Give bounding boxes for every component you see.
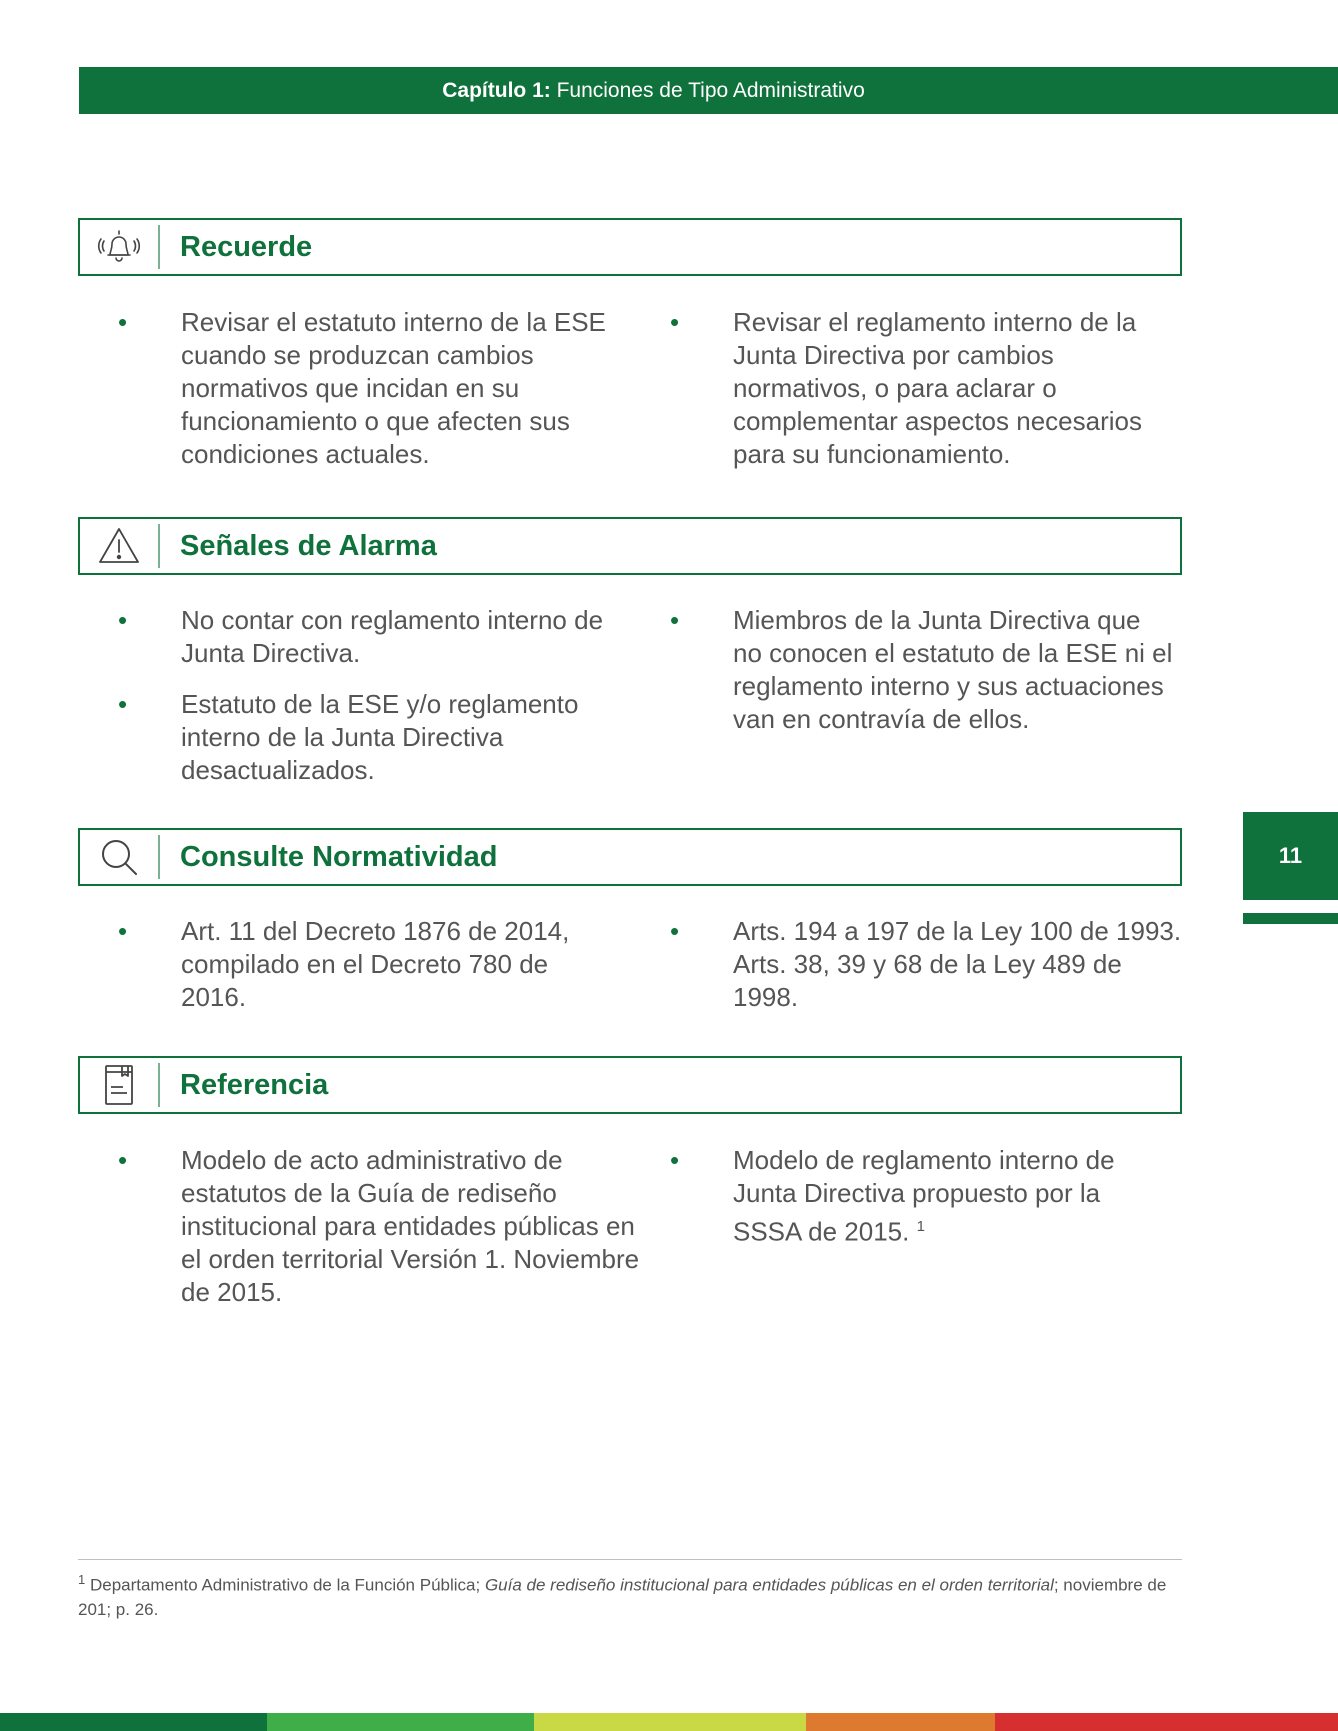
color-strip-segment xyxy=(806,1713,995,1731)
list-item xyxy=(670,604,1173,736)
normatividad-right-column xyxy=(670,915,1188,1032)
bullet: • xyxy=(118,689,128,719)
list-item-text: Miembros de la Junta Directiva que no conocen el estatuto de la ESE ni el reglamento interno y sus actuaciones van en contravía de ellos. xyxy=(733,605,1173,734)
section-title: Consulte Normatividad xyxy=(180,840,498,873)
chapter-header xyxy=(79,67,1338,114)
footnote-divider xyxy=(78,1559,1182,1560)
bullet: • xyxy=(670,916,680,946)
section-title: Señales de Alarma xyxy=(180,529,437,562)
document-icon xyxy=(80,1058,158,1112)
bullet: • xyxy=(118,1145,128,1175)
senales-right-column xyxy=(670,604,1173,754)
list-item xyxy=(670,306,1188,471)
list-item-text: Arts. 194 a 197 de la Ley 100 de 1993. Arts. 38, 39 y 68 de la Ley 489 de 1998. xyxy=(733,916,1182,1012)
list-item-text: Modelo de reglamento interno de Junta Directiva propuesto por la SSSA de 2015. xyxy=(733,1145,1115,1247)
section-divider xyxy=(158,225,160,269)
footnote-marker: 1 xyxy=(78,1572,86,1587)
section-title: Recuerde xyxy=(180,230,313,263)
section-divider xyxy=(158,835,160,879)
section-header-senales-de-alarma xyxy=(78,517,1182,575)
list-item xyxy=(670,915,1188,1014)
list-item-text: Art. 11 del Decreto 1876 de 2014, compilado en el Decreto 780 de 2016. xyxy=(181,916,570,1012)
list-item-text: No contar con reglamento interno de Junta Directiva. xyxy=(181,605,604,668)
warning-icon xyxy=(80,519,158,573)
page-number: 11 xyxy=(1243,812,1338,900)
list-item xyxy=(670,1144,1173,1249)
section-divider xyxy=(158,524,160,568)
search-icon xyxy=(80,830,158,884)
list-item xyxy=(118,688,621,787)
page-tab-accent xyxy=(1243,913,1338,924)
footnote-text-before: Departamento Administrativo de la Función Pública; xyxy=(85,1575,485,1595)
bullet: • xyxy=(670,605,680,635)
footnote xyxy=(78,1568,1188,1622)
color-strip-segment xyxy=(995,1713,1338,1731)
recuerde-right-column xyxy=(670,306,1188,489)
bullet: • xyxy=(670,1145,680,1175)
normatividad-left-column xyxy=(118,915,611,1032)
footnote-reference[interactable]: 1 xyxy=(916,1218,925,1235)
referencia-right-column xyxy=(670,1144,1173,1267)
bullet: • xyxy=(118,916,128,946)
bullet: • xyxy=(118,605,128,635)
section-header-recuerde xyxy=(78,218,1182,276)
chapter-label: Capítulo 1: xyxy=(442,78,551,102)
bell-icon xyxy=(80,220,158,274)
section-header-referencia xyxy=(78,1056,1182,1114)
footnote-text-after: ; noviembre de 201; p. 26. xyxy=(78,1575,1167,1619)
bullet: • xyxy=(118,307,128,337)
footnote-italic-title: Guía de rediseño institucional para entidades públicas en el orden territorial xyxy=(484,1575,1054,1595)
referencia-left-column xyxy=(118,1144,651,1327)
color-strip-segment xyxy=(534,1713,806,1731)
color-strip-segment xyxy=(267,1713,534,1731)
section-divider xyxy=(158,1063,160,1107)
recuerde-left-column xyxy=(118,306,651,489)
chapter-title: Funciones de Tipo Administrativo xyxy=(550,78,865,102)
section-title: Referencia xyxy=(180,1068,329,1101)
list-item-text: Estatuto de la ESE y/o reglamento interno de la Junta Directiva desactualizados. xyxy=(181,689,579,785)
list-item xyxy=(118,604,621,670)
chapter-header-text xyxy=(442,79,865,103)
bullet: • xyxy=(670,307,680,337)
list-item xyxy=(118,1144,651,1309)
color-strip-segment xyxy=(0,1713,267,1731)
section-header-consulte-normatividad xyxy=(78,828,1182,886)
list-item-text: Modelo de acto administrativo de estatutos de la Guía de rediseño institucional para entidades públicas en el orden territorial Versión 1. Noviembre de 2015. xyxy=(181,1145,640,1307)
list-item-text: Revisar el estatuto interno de la ESE cuando se produzcan cambios normativos que incidan en su funcionamiento o que afecten sus condiciones actuales. xyxy=(181,307,606,469)
list-item xyxy=(118,306,651,471)
senales-left-column xyxy=(118,604,621,805)
list-item xyxy=(118,915,611,1014)
list-item-text: Revisar el reglamento interno de la Junta Directiva por cambios normativos, o para aclarar o complementar aspectos necesarios para su funcionamiento. xyxy=(733,307,1142,469)
